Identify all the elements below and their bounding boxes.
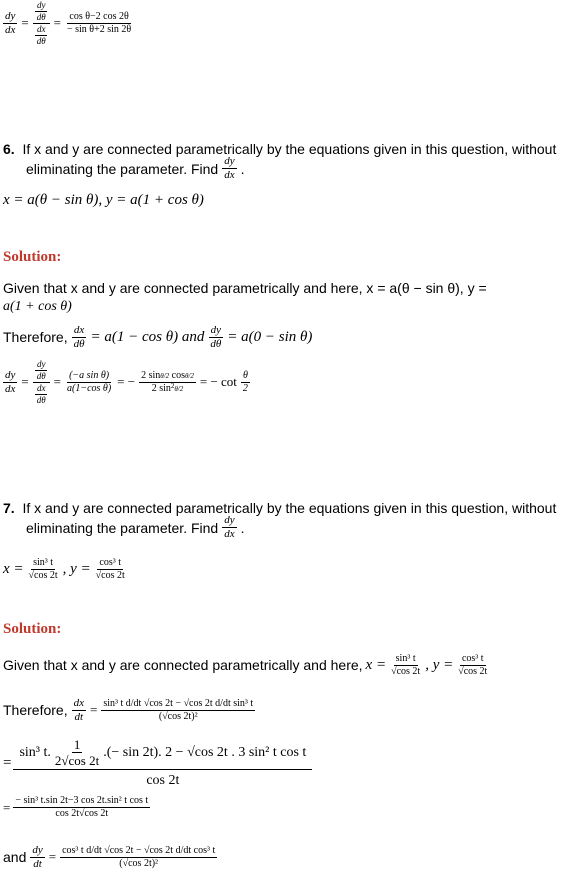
q7-number: 7. bbox=[3, 500, 15, 516]
header-rhs-fraction bbox=[65, 12, 133, 35]
q7-eq-y-fraction: $\frac{\text{cos³ t}}{√\cos 2t}$ bbox=[95, 556, 125, 581]
q7-given-text: Given that x and y are connected parametrically and here, bbox=[3, 657, 363, 673]
q7-and-text: and bbox=[3, 849, 27, 865]
q7-deriv-fraction: $\frac{\text{sin³ t d/dt √cos 2t − √cos 2t d/dt sin³ t}}{\text{(√cos 2t)²}}$ bbox=[103, 697, 254, 722]
q6-result-final-fraction: $\frac{\theta}{2}$ bbox=[242, 369, 248, 394]
q6-result-mid-fraction: $\frac{\text{(−a sin θ)}}{\text{a(1−cos θ)}}$ bbox=[67, 369, 112, 394]
q7-eq-x-fraction: $\frac{\text{sin³ t}}{√\cos 2t}$ bbox=[28, 556, 58, 581]
q6-solution-label: Solution: bbox=[3, 249, 62, 265]
header-inner-den-bot: dθ bbox=[36, 35, 46, 46]
header-lhs-den: dx bbox=[5, 23, 16, 36]
header-rhs-den: − sin θ+2 sin 2θ bbox=[67, 23, 132, 35]
q6-given-line1: Given that x and y are connected parametrically and here, x = a(θ − sin θ), y = bbox=[3, 280, 487, 296]
q6-given-line2: a(1 + cos θ) bbox=[3, 299, 72, 314]
q6-equation: x = a(θ − sin θ), y = a(1 + cos θ) bbox=[3, 192, 204, 208]
q6-therefore-text: Therefore, bbox=[3, 329, 68, 345]
q6-number: 6. bbox=[3, 141, 15, 157]
q6-find-num: dy bbox=[224, 155, 235, 167]
q6-text-line2-row: eliminating the parameter. Find $\frac{dy}{dx}$ . bbox=[26, 155, 245, 181]
q7-step2: = sin³ t. $\frac{1}{2√\cos 2t}$ .(− sin 2t). 2 − √cos 2t . 3 sin² t cos t cos 2t bbox=[3, 738, 312, 788]
header-inner-num-top: dy bbox=[36, 0, 46, 10]
q7-therefore-row: Therefore, $\frac{dx}{dt}$ = $\frac{\text{sin³ t d/dt √cos 2t − √cos 2t d/dt sin³ t}}{\text{(√cos 2t)²}}$ bbox=[3, 696, 254, 723]
q6-result-big-fraction: $\frac{2 \sin\theta/2 \cos\theta/2}{2 \sin^2\theta/2}$ bbox=[141, 369, 194, 394]
q6-therefore-dy-fraction: $\frac{dy}{d\theta}$ bbox=[210, 323, 222, 350]
q7-text-line2: eliminating the parameter. Find bbox=[26, 519, 219, 536]
q6-therefore-row bbox=[3, 322, 312, 352]
q6-text-line2: eliminating the parameter. Find bbox=[26, 160, 219, 177]
q6-therefore-dx-value: = a(1 − cos θ) and bbox=[90, 329, 205, 345]
q6-result-equation: $\frac{dy}{dx}$ = $\frac{\frac{dy}{d\theta}}{\frac{dx}{d\theta}}$ = $\frac{\text{(−a sin θ)}}{\text{a(1−cos θ)}}$ = − $\frac{2 \sin\theta/2 \cos\theta/2}{2 \sin^2\theta/2}$ = − cot $\frac{\theta}{2}$ bbox=[5, 358, 248, 405]
q7-and-row: and $\frac{dy}{dt}$ = $\frac{\text{cos³ t d/dt √cos 2t − √cos 2t d/dt cos³ t}}{\text{(√cos 2t)²}}$ bbox=[3, 843, 216, 870]
q6-therefore-dx-fraction: $\frac{dx}{d\theta}$ bbox=[73, 323, 85, 350]
header-inner-fraction bbox=[33, 1, 50, 46]
header-equation: $\frac{dy}{dx}$ = $\frac{\frac{dy}{d\theta}}{\frac{dx}{d\theta}}$ = $\frac{\text{cos θ−2 cos 2θ}}{\text{− sin θ+2 sin 2θ}}$ bbox=[5, 0, 132, 46]
q6-find-den: dx bbox=[224, 169, 235, 181]
header-rhs-num: cos θ−2 cos 2θ bbox=[69, 10, 129, 22]
q7-find-fraction: $\frac{dy}{dx}$ bbox=[224, 514, 235, 540]
q7-equation: x = $\frac{\text{sin³ t}}{√\cos 2t}$ , y = $\frac{\text{cos³ t}}{√\cos 2t}$ bbox=[3, 556, 125, 581]
q6-find-fraction bbox=[222, 156, 236, 181]
q7-and-fraction: $\frac{\text{cos³ t d/dt √cos 2t − √cos 2t d/dt cos³ t}}{\text{(√cos 2t)²}}$ bbox=[62, 844, 216, 869]
header-inner-num-bot: dθ bbox=[36, 11, 46, 22]
header-inner-den-top: dx bbox=[36, 23, 46, 34]
q7-text-line1: If x and y are connected parametrically by the equations given in this question, without bbox=[22, 500, 557, 516]
q7-solution-label: Solution: bbox=[3, 621, 62, 637]
header-lhs-fraction bbox=[3, 11, 17, 36]
q7-therefore-text: Therefore, bbox=[3, 702, 68, 718]
q7-given-row: Given that x and y are connected parametrically and here, x = $\frac{\text{sin³ t}}{√\cos 2t}$ , y = $\frac{\text{cos³ t}}{√\cos 2t}$ bbox=[3, 652, 488, 677]
q7-step3: = $\frac{\text{− sin³ t.sin 2t−3 cos 2t.sin² t cos t}}{\cos 2t√\cos 2t}$ bbox=[3, 795, 149, 819]
q6-therefore-dy-value: = a(0 − sin θ) bbox=[227, 329, 313, 345]
q6-text-line1: If x and y are connected parametrically by the equations given in this question, without bbox=[22, 141, 557, 157]
header-lhs-num: dy bbox=[5, 9, 16, 22]
q7-text-line2-row: eliminating the parameter. Find $\frac{dy}{dx}$ . bbox=[26, 514, 245, 540]
